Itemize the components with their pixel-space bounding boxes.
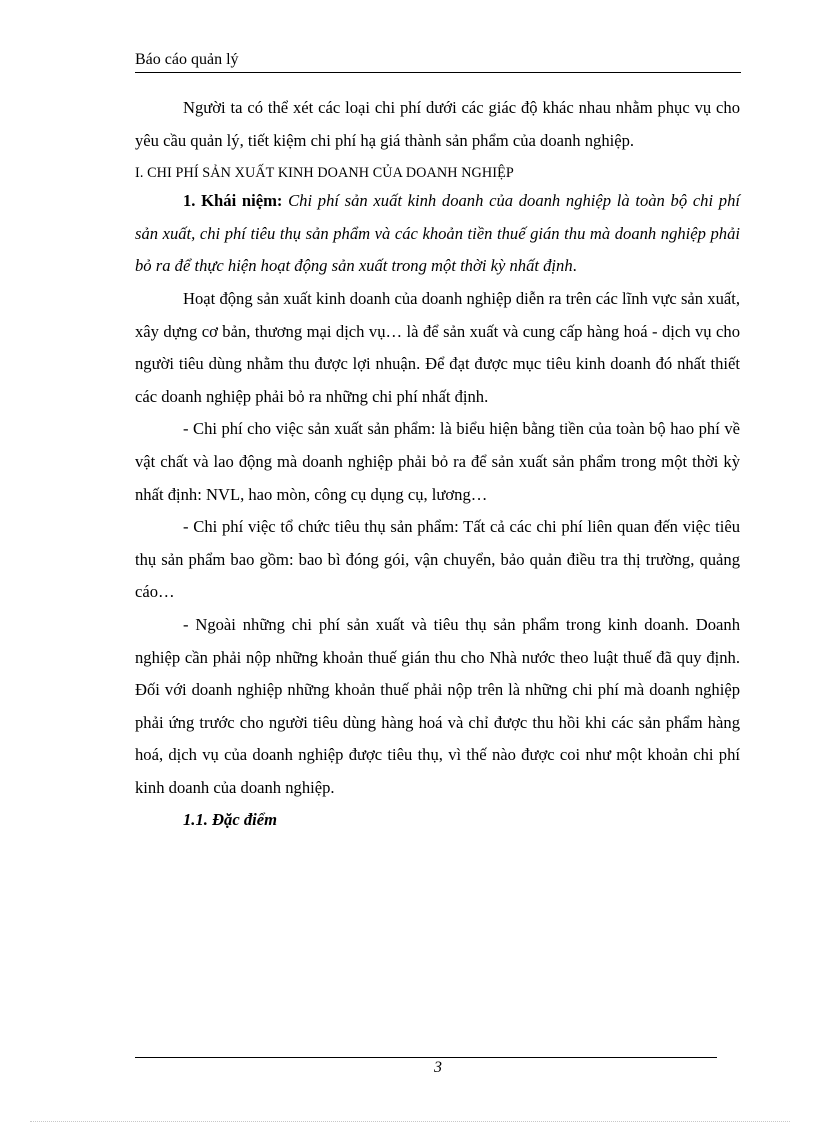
body-paragraph: Hoạt động sản xuất kinh doanh của doanh nghiệp diễn ra trên các lĩnh vực sản xuất, xây dựng cơ bản, thương mại dịch vụ… là để sản xuất và cung cấp hàng hoá - dịch vụ cho người tiêu dùng nhằm thu được lợi nhuận. Để đạt được mục tiêu kinh doanh đó nhất thiết các doanh nghiệp phải bỏ ra những chi phí nhất định.: [135, 288, 740, 406]
page-edge-divider: [30, 1121, 790, 1122]
page-number: 3: [434, 1059, 442, 1076]
intro-paragraph: Người ta có thể xét các loại chi phí dưới các giác độ khác nhau nhằm phục vụ cho yêu cầu quản lý, tiết kiệm chi phí hạ giá thành sản phẩm của doanh nghiệp.: [135, 98, 740, 150]
header-title: Báo cáo quản lý: [135, 51, 239, 68]
body-paragraph: - Chi phí cho việc sản xuất sản phẩm: là biểu hiện bằng tiền của toàn bộ hao phí về vật chất và lao động mà doanh nghiệp phải bỏ ra để sản xuất sản phẩm trong một thời kỳ nhất định: NVL, hao mòn, công cụ dụng cụ, lương…: [135, 419, 740, 504]
definition-text: Chi phí sản xuất kinh doanh của doanh nghiệp là toàn bộ chi phí sản xuất, chi phí tiêu thụ sản phẩm và các khoản tiền thuế gián thu mà doanh nghiệp phải bỏ ra để thực hiện hoạt động sản xuất trong một thời kỳ nhất định: [135, 191, 740, 276]
body-paragraph: - Chi phí việc tổ chức tiêu thụ sản phẩm: Tất cả các chi phí liên quan đến việc tiêu thụ sản phẩm bao gồm: bao bì đóng gói, vận chuyển, bảo quản điều tra thị trường, quảng cáo…: [135, 517, 740, 602]
subheading: 1.1. Đặc điểm: [183, 810, 278, 830]
definition-term: 1. Khái niệm:: [183, 191, 283, 211]
definition-end: .: [572, 256, 577, 276]
page-header: [135, 50, 741, 73]
body-paragraph: - Ngoài những chi phí sản xuất và tiêu thụ sản phẩm trong kinh doanh. Doanh nghiệp cần phải nộp những khoản thuế gián thu cho Nhà nước theo luật thuế đã quy định. Đối với doanh nghiệp những khoản thuế phải nộp trên là những chi phí mà doanh nghiệp phải ứng trước cho người tiêu dùng hàng hoá và chỉ được thu hồi khi các sản phẩm hàng hoá, dịch vụ của doanh nghiệp được tiêu thụ, vì thế nào được coi như một khoản chi phí kinh doanh của doanh nghiệp.: [135, 614, 740, 797]
definition-paragraph: [135, 185, 740, 283]
page-body: [135, 92, 740, 837]
section-heading: I. CHI PHÍ SẢN XUẤT KINH DOANH CỦA DOANH NGHIỆP: [135, 165, 514, 182]
